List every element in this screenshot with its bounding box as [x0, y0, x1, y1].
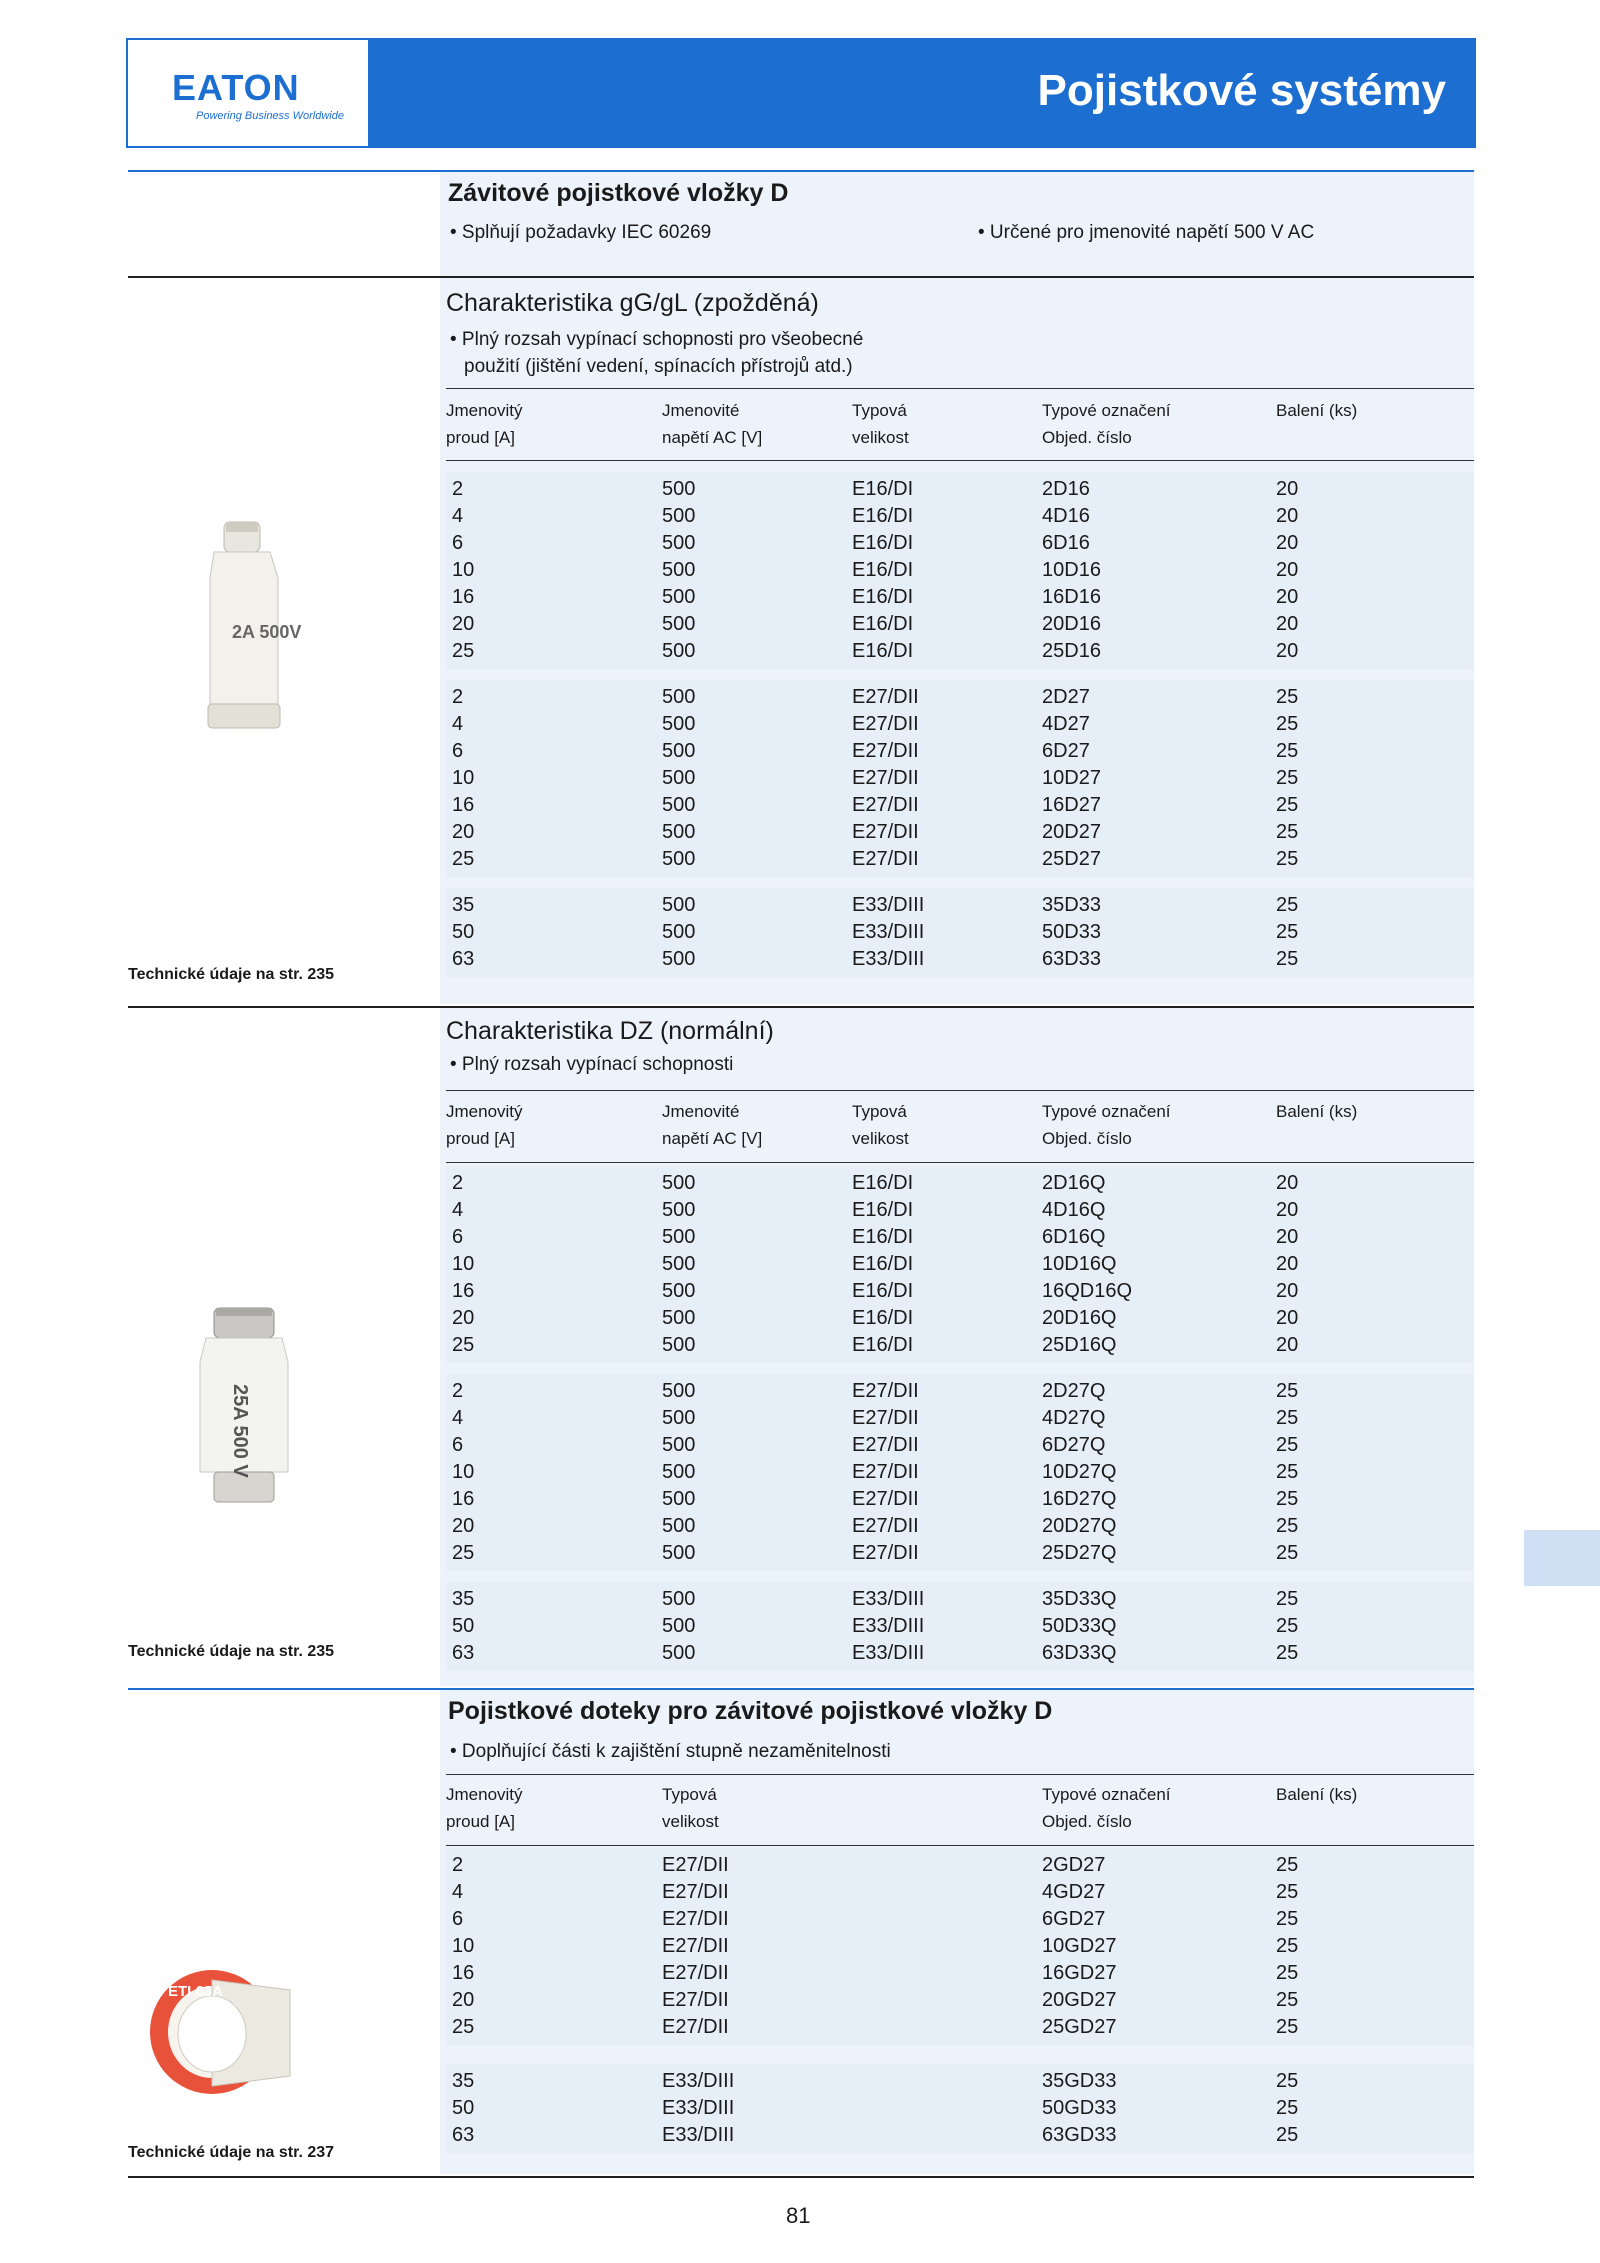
table-cell: 25 — [1276, 1962, 1299, 1984]
table-cell: 25 — [1276, 1881, 1299, 1903]
table-cell: 35 — [452, 1588, 475, 1610]
table-cell: 25 — [1276, 821, 1299, 843]
table-cell: 35D33 — [1042, 894, 1101, 916]
column-header-sub: napětí AC [V] — [662, 1129, 763, 1148]
fuse-dz-image — [184, 1296, 304, 1516]
table-cell: 25 — [1276, 1989, 1299, 2011]
table-cell: 4 — [452, 713, 464, 735]
table-cell: 20 — [1276, 1172, 1299, 1194]
column-header: Typová — [852, 1102, 907, 1121]
table-cell: 2 — [452, 1854, 464, 1876]
table-cell: 6 — [452, 532, 464, 554]
table-cell: 25 — [452, 1542, 475, 1564]
column-header-sub: napětí AC [V] — [662, 428, 763, 447]
section2-bullet-1: • Plný rozsah vypínací schopnosti pro všeobecné — [450, 329, 864, 350]
table-cell: 25 — [1276, 1407, 1299, 1429]
section-rule — [128, 2176, 1474, 2178]
table-cell: 10D27Q — [1042, 1461, 1117, 1483]
table-cell: 25 — [1276, 1542, 1299, 1564]
table-row — [0, 892, 1600, 919]
table-cell: 20GD27 — [1042, 1989, 1117, 2011]
table-row — [0, 846, 1600, 873]
table-cell: E16/DI — [852, 478, 914, 500]
table-cell: E16/DI — [852, 1307, 914, 1329]
table-cell: 35D33Q — [1042, 1588, 1117, 1610]
table-cell: 20D27Q — [1042, 1515, 1117, 1537]
table-row — [0, 919, 1600, 946]
column-header-sub: proud [A] — [446, 428, 515, 447]
section3-bullet: • Plný rozsah vypínací schopnosti — [450, 1054, 734, 1075]
table-cell: 20D27 — [1042, 821, 1101, 843]
chapter-tab — [1524, 1530, 1600, 1586]
table-cell: E33/DIII — [852, 921, 925, 943]
section2-tech-note: Technické údaje na str. 235 — [128, 966, 335, 983]
table-row — [0, 1933, 1600, 1960]
table-cell: 500 — [662, 1542, 696, 1564]
table-cell: 2D16Q — [1042, 1172, 1106, 1194]
table-cell: E33/DIII — [662, 2070, 735, 2092]
table-cell: 20 — [1276, 613, 1299, 635]
table-cell: 4 — [452, 505, 464, 527]
table-cell: E16/DI — [852, 1253, 914, 1275]
table-cell: 20 — [452, 1307, 475, 1329]
table-cell: 10 — [452, 559, 475, 581]
table-cell: 50D33Q — [1042, 1615, 1117, 1637]
table-cell: 10 — [452, 1935, 475, 1957]
table-cell: 25 — [1276, 1642, 1299, 1664]
table-cell: 6 — [452, 740, 464, 762]
page-title: Pojistkové systémy — [1037, 66, 1446, 115]
table-cell: E27/DII — [852, 1434, 919, 1456]
table-cell: 500 — [662, 1380, 696, 1402]
column-header-sub: proud [A] — [446, 1812, 515, 1831]
table-row — [0, 1906, 1600, 1933]
section4-bullet: • Doplňující části k zajištění stupně nezaměnitelnosti — [450, 1741, 891, 1762]
table-cell: 25 — [1276, 767, 1299, 789]
table-cell: 25D27 — [1042, 848, 1101, 870]
table-cell: 25 — [452, 2016, 475, 2038]
table-cell: 20 — [452, 613, 475, 635]
table-cell: 500 — [662, 686, 696, 708]
table-cell: 63 — [452, 2124, 475, 2146]
table-cell: 25 — [1276, 1935, 1299, 1957]
table-cell: E27/DII — [852, 821, 919, 843]
table-cell: 25 — [1276, 686, 1299, 708]
table-cell: 500 — [662, 1588, 696, 1610]
table-cell: 10 — [452, 1461, 475, 1483]
table-cell: E33/DIII — [662, 2124, 735, 2146]
table-rule — [446, 460, 1474, 461]
table-cell: 500 — [662, 613, 696, 635]
table-cell: E16/DI — [852, 505, 914, 527]
table-cell: 6 — [452, 1226, 464, 1248]
table-cell: 20 — [1276, 640, 1299, 662]
column-header: Jmenovité — [662, 401, 740, 420]
table-cell: 25GD27 — [1042, 2016, 1117, 2038]
table-cell: 63D33Q — [1042, 1642, 1117, 1664]
column-header-sub: Objed. číslo — [1042, 428, 1132, 447]
column-header: Typová — [662, 1785, 717, 1804]
table-cell: 20 — [1276, 1334, 1299, 1356]
table-cell: 500 — [662, 640, 696, 662]
section2-bullet-2: použití (jištění vedení, spínacích přístrojů atd.) — [464, 356, 853, 377]
table-row — [0, 819, 1600, 846]
table-cell: 500 — [662, 559, 696, 581]
table-cell: 20 — [1276, 478, 1299, 500]
table-cell: 25 — [1276, 2016, 1299, 2038]
column-header: Typové označení — [1042, 1102, 1171, 1121]
section3-title: Charakteristika DZ (normální) — [446, 1017, 774, 1045]
table-cell: 10D16Q — [1042, 1253, 1117, 1275]
table-row — [0, 1224, 1600, 1251]
table-cell: 25 — [1276, 713, 1299, 735]
logo-wordmark: EATON — [172, 67, 300, 108]
table-cell: E27/DII — [852, 740, 919, 762]
table-cell: 500 — [662, 1307, 696, 1329]
section1-bullet-left: • Splňují požadavky IEC 60269 — [450, 222, 712, 243]
page-number: 81 — [786, 2203, 811, 2228]
table-rule — [446, 1845, 1474, 1846]
table-cell: 20 — [1276, 586, 1299, 608]
table-cell: 6 — [452, 1908, 464, 1930]
table-cell: 10 — [452, 1253, 475, 1275]
table-cell: E27/DII — [662, 1908, 729, 1930]
table-cell: 16GD27 — [1042, 1962, 1117, 1984]
table-row — [0, 476, 1600, 503]
table-cell: 500 — [662, 1434, 696, 1456]
table-cell: 4D27 — [1042, 713, 1090, 735]
table-cell: E27/DII — [852, 848, 919, 870]
table-cell: 25 — [1276, 1515, 1299, 1537]
table-cell: 20 — [1276, 1253, 1299, 1275]
column-header: Jmenovité — [662, 1102, 740, 1121]
column-header: Typové označení — [1042, 1785, 1171, 1804]
section1-title: Závitové pojistkové vložky D — [448, 179, 789, 207]
column-header: Typové označení — [1042, 401, 1171, 420]
table-cell: E33/DIII — [852, 948, 925, 970]
column-header-sub: velikost — [852, 428, 909, 447]
table-cell: E16/DI — [852, 1226, 914, 1248]
column-header: Jmenovitý — [446, 401, 523, 420]
table-cell: E16/DI — [852, 532, 914, 554]
table-cell: 500 — [662, 1253, 696, 1275]
table-cell: 20D16 — [1042, 613, 1101, 635]
logo-tagline: Powering Business Worldwide — [196, 110, 344, 122]
table-row — [0, 1613, 1600, 1640]
table-cell: 16D27Q — [1042, 1488, 1117, 1510]
table-cell: 500 — [662, 1172, 696, 1194]
table-cell: 10D16 — [1042, 559, 1101, 581]
table-cell: 4D16 — [1042, 505, 1090, 527]
table-cell: 2 — [452, 1380, 464, 1402]
table-cell: 25 — [1276, 921, 1299, 943]
table-cell: 500 — [662, 894, 696, 916]
table-cell: 20 — [452, 1989, 475, 2011]
table-cell: 25 — [1276, 1434, 1299, 1456]
table-cell: 500 — [662, 821, 696, 843]
table-cell: 500 — [662, 1280, 696, 1302]
table-cell: 25 — [1276, 2124, 1299, 2146]
column-header-sub: proud [A] — [446, 1129, 515, 1148]
table-cell: E27/DII — [852, 1380, 919, 1402]
table-cell: 20 — [1276, 505, 1299, 527]
table-cell: E16/DI — [852, 1172, 914, 1194]
table-cell: 10 — [452, 767, 475, 789]
table-rule — [446, 388, 1474, 389]
table-cell: 6GD27 — [1042, 1908, 1106, 1930]
table-cell: 500 — [662, 1226, 696, 1248]
table-cell: 25 — [1276, 794, 1299, 816]
table-cell: 25 — [1276, 2097, 1299, 2119]
table-cell: 35 — [452, 894, 475, 916]
table-cell: 25 — [1276, 1488, 1299, 1510]
table-row — [0, 792, 1600, 819]
table-cell: 4 — [452, 1199, 464, 1221]
table-row — [0, 1852, 1600, 1879]
table-cell: 6D27Q — [1042, 1434, 1106, 1456]
table-cell: 25 — [1276, 894, 1299, 916]
table-cell: E16/DI — [852, 1334, 914, 1356]
table-cell: E27/DII — [852, 713, 919, 735]
table-cell: 500 — [662, 948, 696, 970]
table-cell: 63D33 — [1042, 948, 1101, 970]
section1-bullet-right: • Určené pro jmenovité napětí 500 V AC — [978, 222, 1315, 243]
table-cell: 4GD27 — [1042, 1881, 1106, 1903]
table-cell: 63 — [452, 948, 475, 970]
table-cell: 63GD33 — [1042, 2124, 1117, 2146]
table-cell: 4D27Q — [1042, 1407, 1106, 1429]
table-cell: E16/DI — [852, 613, 914, 635]
column-header-sub: Objed. číslo — [1042, 1812, 1132, 1831]
fuse-d16-image — [184, 508, 304, 738]
table-cell: 16 — [452, 1280, 475, 1302]
table-cell: 500 — [662, 713, 696, 735]
table-cell: 20 — [1276, 1199, 1299, 1221]
table-cell: E27/DII — [852, 794, 919, 816]
table-cell: 2D27Q — [1042, 1380, 1106, 1402]
section2-title: Charakteristika gG/gL (zpožděná) — [446, 289, 819, 317]
table-cell: 500 — [662, 794, 696, 816]
table-cell: 25 — [1276, 1854, 1299, 1876]
table-cell: 16 — [452, 586, 475, 608]
table-cell: 25 — [1276, 948, 1299, 970]
table-cell: 500 — [662, 740, 696, 762]
table-cell: 500 — [662, 848, 696, 870]
table-cell: 500 — [662, 478, 696, 500]
column-header: Balení (ks) — [1276, 401, 1358, 420]
section3-tech-note: Technické údaje na str. 235 — [128, 1643, 335, 1660]
table-cell: 2 — [452, 1172, 464, 1194]
table-cell: 20 — [452, 1515, 475, 1537]
table-cell: 20D16Q — [1042, 1307, 1117, 1329]
column-header: Jmenovitý — [446, 1102, 523, 1121]
table-cell: 63 — [452, 1642, 475, 1664]
table-cell: E27/DII — [662, 1962, 729, 1984]
table-cell: 500 — [662, 767, 696, 789]
table-cell: 20 — [1276, 1226, 1299, 1248]
table-cell: 2 — [452, 686, 464, 708]
table-cell: 25 — [452, 640, 475, 662]
table-cell: E16/DI — [852, 1280, 914, 1302]
table-cell: 500 — [662, 532, 696, 554]
table-cell: 2 — [452, 478, 464, 500]
table-cell: 2GD27 — [1042, 1854, 1106, 1876]
table-cell: E27/DII — [852, 767, 919, 789]
table-row — [0, 1586, 1600, 1613]
table-row — [0, 1170, 1600, 1197]
table-cell: 500 — [662, 1199, 696, 1221]
table-cell: 2D16 — [1042, 478, 1090, 500]
table-cell: 50 — [452, 2097, 475, 2119]
table-row — [0, 1540, 1600, 1567]
table-cell: 25D27Q — [1042, 1542, 1117, 1564]
table-cell: 16D27 — [1042, 794, 1101, 816]
table-cell: 25D16Q — [1042, 1334, 1117, 1356]
table-cell: E27/DII — [852, 1461, 919, 1483]
table-cell: 500 — [662, 1461, 696, 1483]
table-cell: 4 — [452, 1407, 464, 1429]
table-cell: 25 — [452, 1334, 475, 1356]
table-cell: E16/DI — [852, 640, 914, 662]
table-row — [0, 1197, 1600, 1224]
table-cell: 25 — [1276, 2070, 1299, 2092]
table-cell: E27/DII — [662, 1935, 729, 1957]
table-cell: 10D27 — [1042, 767, 1101, 789]
table-cell: 25 — [1276, 1461, 1299, 1483]
fuse1-label: 2A 500V — [232, 622, 302, 642]
table-cell: 25 — [1276, 1908, 1299, 1930]
table-cell: 16QD16Q — [1042, 1280, 1133, 1302]
column-header-sub: velikost — [662, 1812, 719, 1831]
column-header: Jmenovitý — [446, 1785, 523, 1804]
table-cell: 500 — [662, 921, 696, 943]
table-cell: 25 — [1276, 1380, 1299, 1402]
table-cell: 500 — [662, 1334, 696, 1356]
table-row — [0, 1513, 1600, 1540]
table-cell: 16D16 — [1042, 586, 1101, 608]
table-row — [0, 1879, 1600, 1906]
table-row — [0, 738, 1600, 765]
table-rule — [446, 1162, 1474, 1163]
table-cell: E16/DI — [852, 559, 914, 581]
table-cell: 6D16 — [1042, 532, 1090, 554]
table-cell: E27/DII — [852, 1407, 919, 1429]
table-cell: E27/DII — [852, 686, 919, 708]
table-cell: 50 — [452, 921, 475, 943]
table-cell: 6 — [452, 1434, 464, 1456]
table-cell: 25 — [1276, 740, 1299, 762]
column-header-sub: velikost — [852, 1129, 909, 1148]
table-cell: 6D27 — [1042, 740, 1090, 762]
table-cell: E27/DII — [662, 1989, 729, 2011]
table-cell: 25D16 — [1042, 640, 1101, 662]
table-row — [0, 1251, 1600, 1278]
table-row — [0, 765, 1600, 792]
fuse-cap-image — [140, 1960, 310, 2100]
table-cell: 2D27 — [1042, 686, 1090, 708]
table-rule — [446, 1774, 1474, 1775]
column-header-sub: Objed. číslo — [1042, 1129, 1132, 1148]
table-cell: 6D16Q — [1042, 1226, 1106, 1248]
table-cell: E33/DIII — [852, 1588, 925, 1610]
table-cell: 4D16Q — [1042, 1199, 1106, 1221]
table-cell: 25 — [1276, 1588, 1299, 1610]
header-bar — [370, 38, 1476, 148]
table-cell: E27/DII — [852, 1542, 919, 1564]
table-cell: E33/DIII — [852, 1615, 925, 1637]
table-cell: 20 — [1276, 559, 1299, 581]
table-cell: 16 — [452, 1488, 475, 1510]
table-cell: 500 — [662, 1642, 696, 1664]
column-header: Typová — [852, 401, 907, 420]
table-cell: 50 — [452, 1615, 475, 1637]
table-cell: 50GD33 — [1042, 2097, 1117, 2119]
table-cell: 500 — [662, 586, 696, 608]
table-cell: 16 — [452, 794, 475, 816]
table-cell: E33/DIII — [852, 894, 925, 916]
table-cell: 25 — [1276, 1615, 1299, 1637]
eaton-logo — [126, 38, 370, 148]
table-cell: 4 — [452, 1881, 464, 1903]
table-cell: 500 — [662, 1488, 696, 1510]
section4-title: Pojistkové doteky pro závitové pojistkové vložky D — [448, 1697, 1053, 1725]
table-cell: E27/DII — [662, 1881, 729, 1903]
table-cell: 25 — [452, 848, 475, 870]
table-cell: E16/DI — [852, 1199, 914, 1221]
table-cell: 16 — [452, 1962, 475, 1984]
cap-label: ETI 63A — [168, 1983, 224, 2000]
table-cell: 20 — [1276, 1280, 1299, 1302]
table-cell: 10GD27 — [1042, 1935, 1117, 1957]
table-cell: 35GD33 — [1042, 2070, 1117, 2092]
table-cell: 35 — [452, 2070, 475, 2092]
table-cell: E27/DII — [852, 1488, 919, 1510]
column-header: Balení (ks) — [1276, 1102, 1358, 1121]
table-cell: E27/DII — [852, 1515, 919, 1537]
table-cell: E33/DIII — [852, 1642, 925, 1664]
table-cell: E16/DI — [852, 586, 914, 608]
table-cell: 25 — [1276, 848, 1299, 870]
table-cell: E27/DII — [662, 1854, 729, 1876]
table-cell: 500 — [662, 1515, 696, 1537]
column-header: Balení (ks) — [1276, 1785, 1358, 1804]
table-cell: E33/DIII — [662, 2097, 735, 2119]
table-cell: 500 — [662, 1407, 696, 1429]
table-cell: 500 — [662, 505, 696, 527]
table-rule — [446, 1090, 1474, 1091]
table-cell: E27/DII — [662, 2016, 729, 2038]
table-cell: 20 — [1276, 532, 1299, 554]
fuse2-label: 25A 500 V — [229, 1384, 251, 1478]
table-cell: 20 — [1276, 1307, 1299, 1329]
table-cell: 500 — [662, 1615, 696, 1637]
table-cell: 50D33 — [1042, 921, 1101, 943]
section4-tech-note: Technické údaje na str. 237 — [128, 2144, 335, 2161]
table-cell: 20 — [452, 821, 475, 843]
